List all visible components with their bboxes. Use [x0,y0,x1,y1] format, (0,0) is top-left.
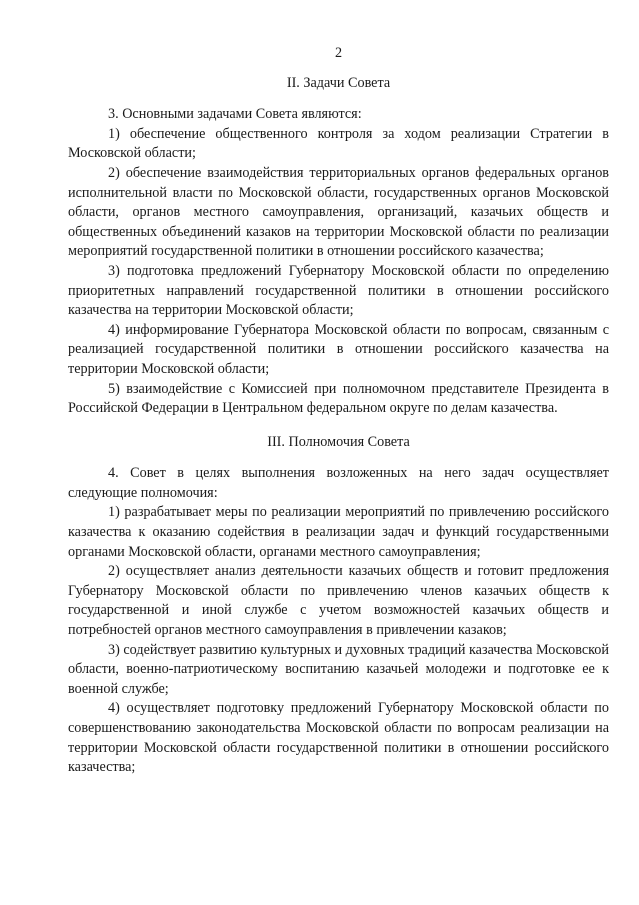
section-3-paragraph: 2) осуществляет анализ деятельности казачьих обществ и готовит предложения Губернатору Московской области по привлечению членов казачьих обществ к государственной и иной службе с учетом возможностей казачьих обществ и потребностей органов местного самоуправления в привлечении казаков; [68,563,609,639]
section-3-paragraph: 3) содействует развитию культурных и духовных традиций казачества Московской области, военно-патриотическому воспитанию казачьей молодежи и подготовке ее к военной службе; [68,641,609,697]
section-2-paragraph: 4) информирование Губернатора Московской области по вопросам, связанным с реализацией государственной политики в отношении российского казачества на территории Московской области; [68,321,609,377]
section-2-body [68,105,609,419]
section-3-paragraph: 4. Совет в целях выполнения возложенных на него задач осуществляет следующие полномочия: [68,465,609,501]
section-3-paragraph: 1) разрабатывает меры по реализации мероприятий по привлечению российского казачества к оказанию содействия в реализации задач и функций государственными органами Московской области, органами местного самоуправления; [68,504,609,560]
section-3-paragraph: 4) осуществляет подготовку предложений Губернатору Московской области по совершенствованию законодательства Московской области по вопросам реализации на территории Московской области государственной политики в отношении российского казачества; [68,700,609,776]
section-2-paragraph: 1) обеспечение общественного контроля за ходом реализации Стратегии в Московской области; [68,125,609,162]
section-2-paragraph: 3) подготовка предложений Губернатору Московской области по определению приоритетных направлений государственной политики в отношении российского казачества на территории Московской области; [68,262,609,319]
section-2-heading: II. Задачи Совета [286,74,391,91]
section-2-paragraph: 2) обеспечение взаимодействия территориальных органов федеральных органов исполнительной власти по Московской области, государственных органов Московской области, органов местного самоуправления, организаций, казачьих обществ и общественных объединений казаков на территории Московской области по реализации мероприятий государственной политики в отношении российского казачества; [68,164,609,260]
section-2-paragraph: 5) взаимодействие с Комиссией при полномочном представителе Президента в Российской Федерации в Центральном федеральном округе по делам казачества. [68,380,609,417]
section-3-heading: III. Полномочия Совета [267,433,410,450]
section-2-paragraph: 3. Основными задачами Совета являются: [108,106,362,123]
page-number: 2 [334,45,343,61]
section-3-body [68,464,609,778]
